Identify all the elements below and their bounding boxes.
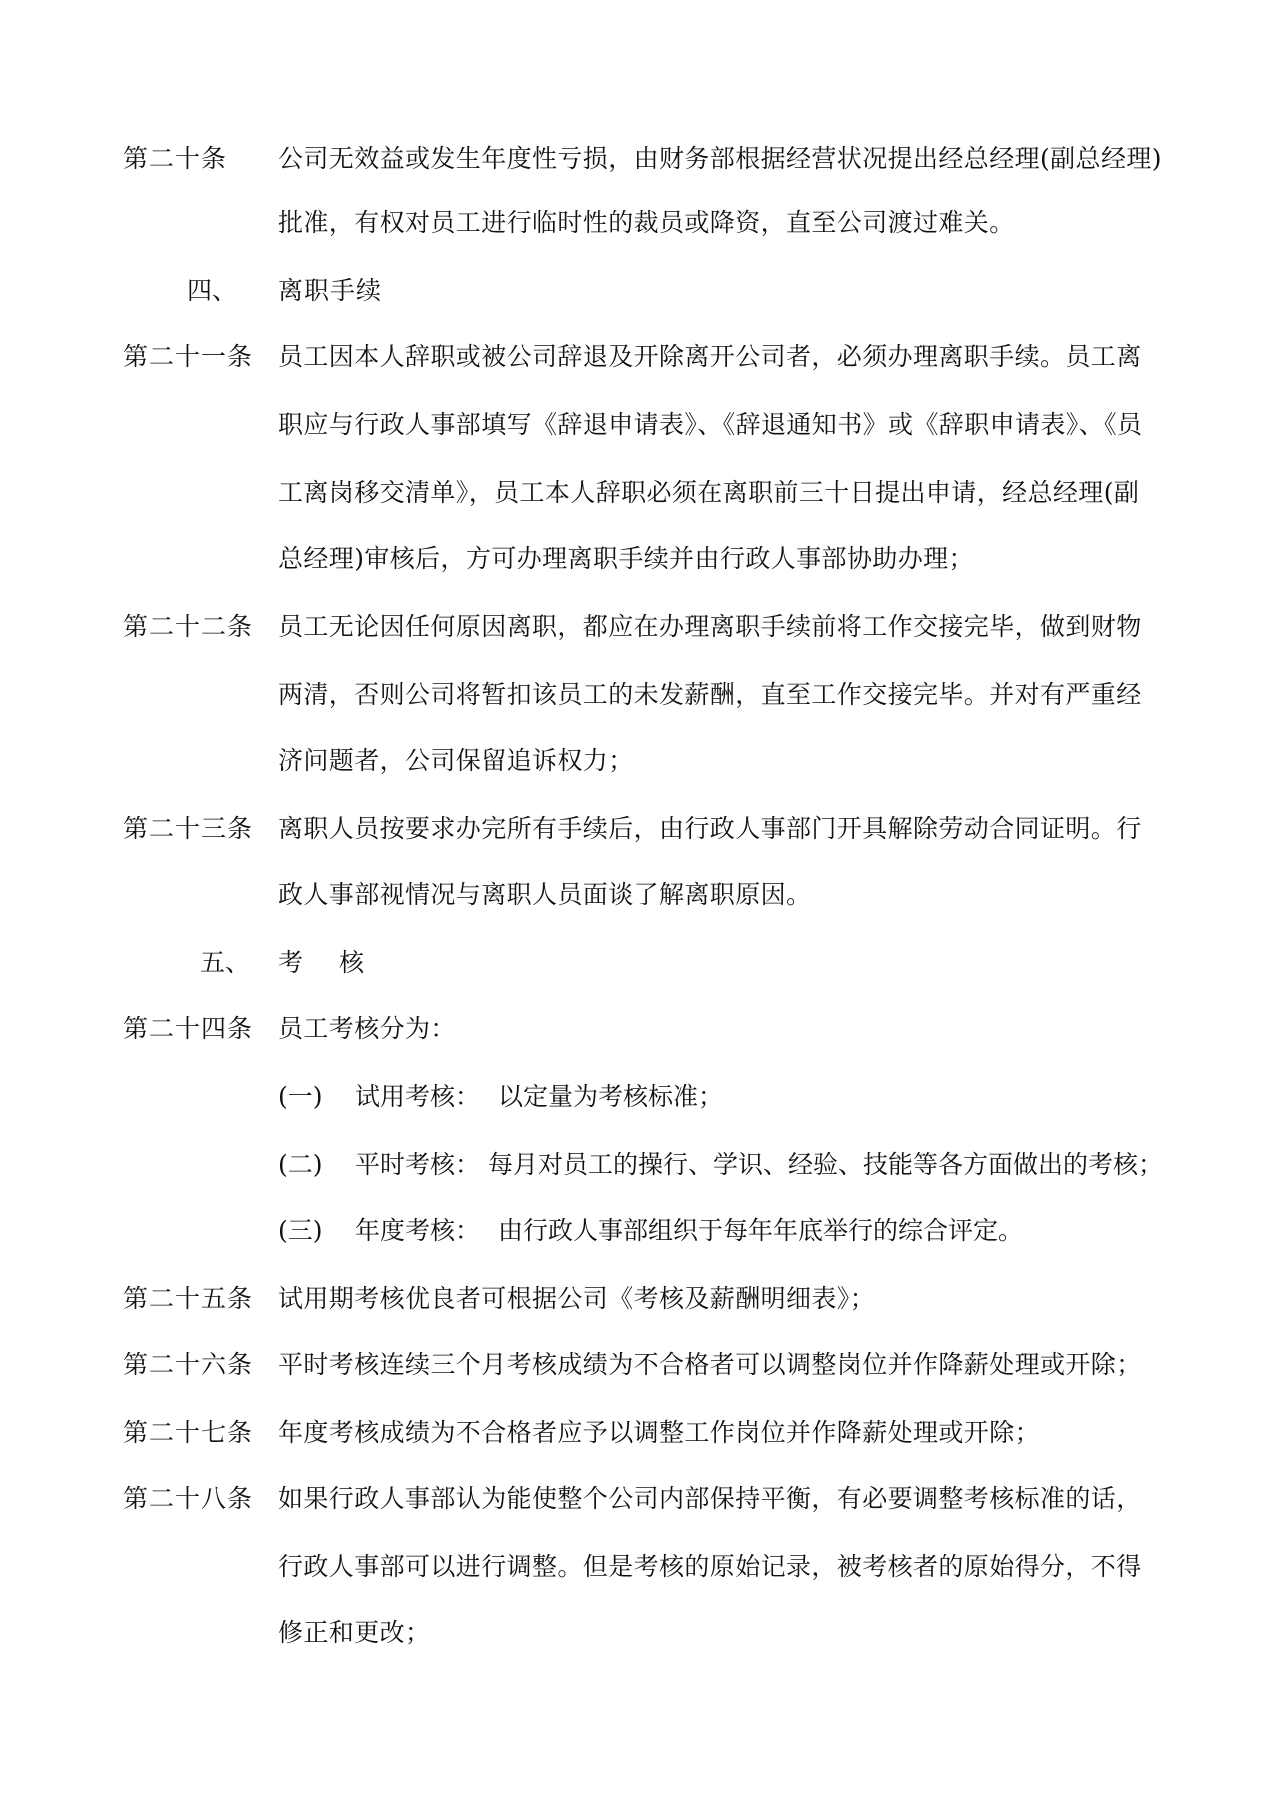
article-21-continuation	[0, 403, 1280, 447]
article-25	[0, 1277, 1280, 1321]
article-label: 第二十二条	[123, 612, 254, 641]
article-text-line: 平时考核连续三个月考核成绩为不合格者可以调整岗位并作降薪处理或开除；	[278, 1350, 1142, 1379]
article-text-line: 职应与行政人事部填写《辞退申请表》、《辞退通知书》或《辞职申请表》、《员	[278, 410, 1143, 439]
article-21	[0, 335, 1280, 379]
article-text-line: 批准，有权对员工进行临时性的裁员或降资，直至公司渡过难关。	[278, 208, 1015, 237]
assessment-item	[0, 1075, 1280, 1119]
article-label: 第二十六条	[123, 1350, 254, 1379]
article-text-line: 政人事部视情况与离职人员面谈了解离职原因。	[278, 880, 812, 909]
section-heading-5	[0, 941, 1280, 985]
section-title: 离职手续	[278, 276, 383, 305]
article-28	[0, 1477, 1280, 1521]
article-27	[0, 1411, 1280, 1455]
article-text-line: 行政人事部可以进行调整。但是考核的原始记录，被考核者的原始得分，不得	[278, 1552, 1142, 1581]
article-text-line: 员工因本人辞职或被公司辞退及开除离开公司者，必须办理离职手续。员工离	[278, 342, 1142, 371]
assessment-item-label: 试用考核：	[355, 1082, 481, 1111]
article-22-continuation	[0, 673, 1280, 717]
article-24	[0, 1007, 1280, 1051]
assessment-item-number: (三)	[278, 1216, 323, 1245]
section-number: 四、	[187, 276, 238, 305]
article-20-continuation	[0, 201, 1280, 245]
article-23-continuation	[0, 873, 1280, 917]
article-26	[0, 1343, 1280, 1387]
section-heading-4	[0, 269, 1280, 313]
article-22	[0, 605, 1280, 649]
article-text-line: 员工考核分为：	[278, 1014, 456, 1043]
assessment-item-text: 由行政人事部组织于每年年底举行的综合评定。	[498, 1216, 1024, 1245]
article-20	[0, 137, 1280, 181]
section-number: 五、	[200, 948, 251, 977]
article-text-line: 工离岗移交清单》，员工本人辞职必须在离职前三十日提出申请，经总经理(副	[278, 478, 1140, 507]
article-22-continuation	[0, 739, 1280, 783]
section-title: 考 核	[278, 948, 365, 977]
article-21-continuation	[0, 471, 1280, 515]
article-text-line: 济问题者，公司保留追诉权力；	[278, 746, 634, 775]
article-23	[0, 807, 1280, 851]
assessment-item-text: 以定量为考核标准；	[498, 1082, 724, 1111]
assessment-item-number: (二)	[278, 1150, 323, 1179]
article-label: 第二十八条	[123, 1484, 254, 1513]
article-text-line: 员工无论因任何原因离职，都应在办理离职手续前将工作交接完毕，做到财物	[278, 612, 1142, 641]
assessment-item	[0, 1143, 1280, 1187]
article-21-continuation	[0, 537, 1280, 581]
article-label: 第二十五条	[123, 1284, 254, 1313]
article-text-line: 公司无效益或发生年度性亏损，由财务部根据经营状况提出经总经理(副总经理)	[278, 144, 1162, 173]
article-28-continuation	[0, 1611, 1280, 1655]
assessment-item-number: (一)	[278, 1082, 323, 1111]
article-text-line: 总经理)审核后，方可办理离职手续并由行政人事部协助办理；	[278, 544, 974, 573]
article-28-continuation	[0, 1545, 1280, 1589]
article-label: 第二十四条	[123, 1014, 254, 1043]
article-label: 第二十七条	[123, 1418, 254, 1447]
assessment-item-label: 平时考核：	[355, 1150, 481, 1179]
article-text-line: 修正和更改；	[278, 1618, 431, 1647]
article-text-line: 离职人员按要求办完所有手续后，由行政人事部门开具解除劳动合同证明。行	[278, 814, 1142, 843]
article-text-line: 试用期考核优良者可根据公司《考核及薪酬明细表》；	[278, 1284, 876, 1313]
article-text-line: 如果行政人事部认为能使整个公司内部保持平衡，有必要调整考核标准的话，	[278, 1484, 1142, 1513]
assessment-item-text: 每月对员工的操行、学识、经验、技能等各方面做出的考核；	[488, 1150, 1164, 1179]
article-text-line: 年度考核成绩为不合格者应予以调整工作岗位并作降薪处理或开除；	[278, 1418, 1041, 1447]
article-label: 第二十三条	[123, 814, 254, 843]
article-label: 第二十条	[123, 144, 228, 173]
assessment-item	[0, 1209, 1280, 1253]
article-text-line: 两清，否则公司将暂扣该员工的未发薪酬，直至工作交接完毕。并对有严重经	[278, 680, 1142, 709]
article-label: 第二十一条	[123, 342, 254, 371]
assessment-item-label: 年度考核：	[355, 1216, 481, 1245]
